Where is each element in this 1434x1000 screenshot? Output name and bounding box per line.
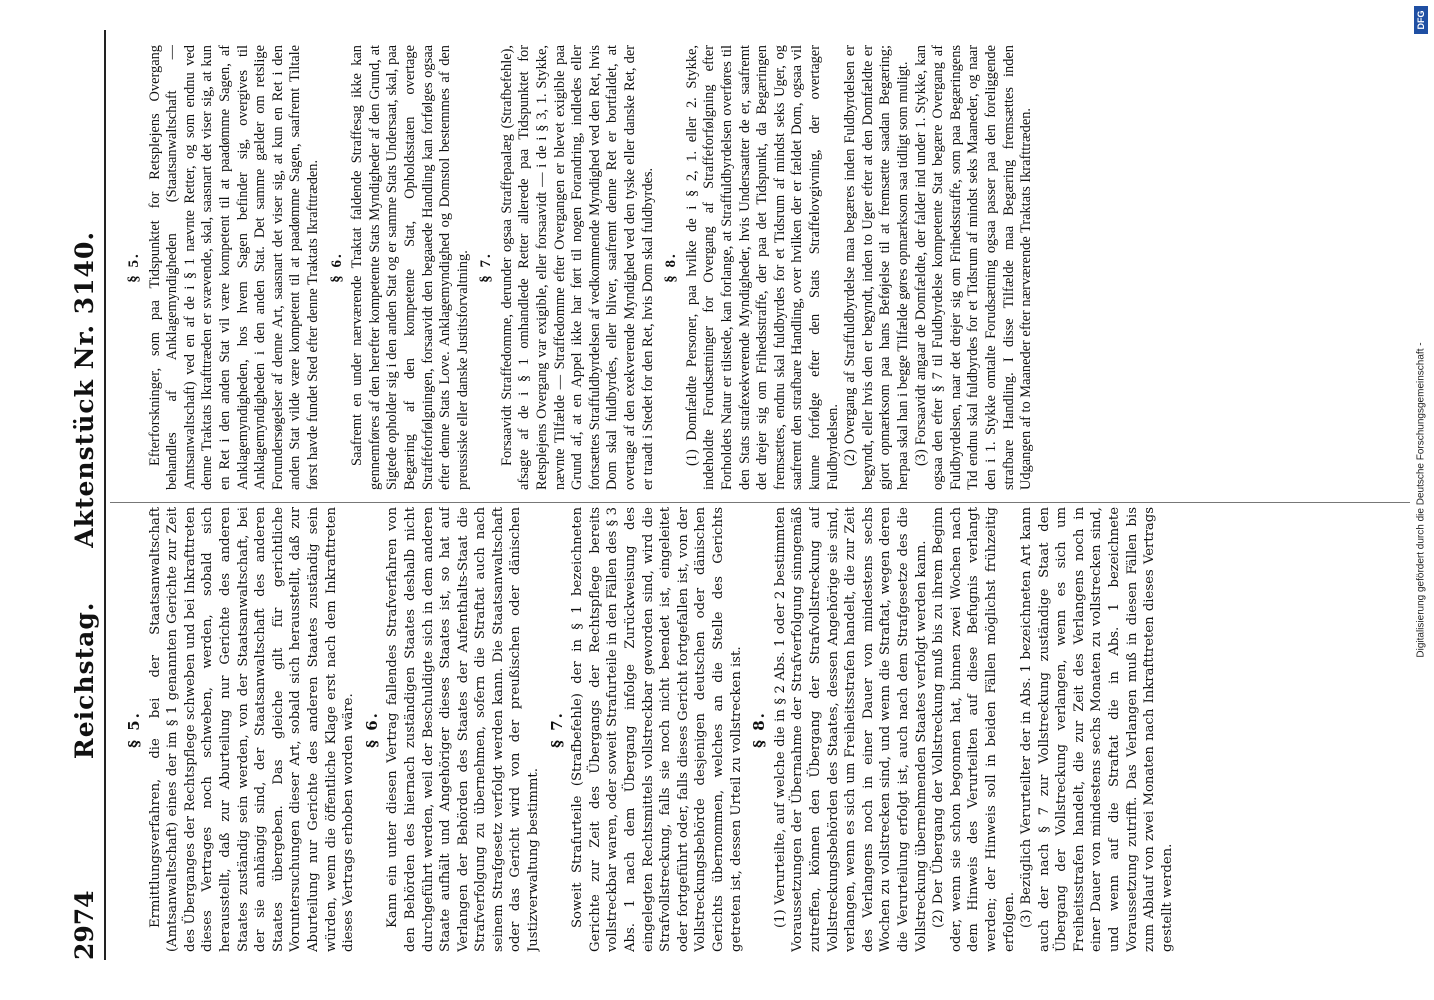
danish-paragraph: Saafremt en under nærværende Traktat faldende Straffesag ikke kan gennemføres af den herefter kompetente Stats Myndigheder af den Grund, at Sigtede opholder sig i den anden Stat og er samme Stats Undersaat, skal, paa Begæring af den kompetente Stat, Opholdsstaten overtage Straffeforfølgningen, forsaavidt den begaaede Handling kan forfølges ogsaa efter denne Stats Love. Anklagemyndighed og Domstol bestemmes af den preussiske eller danske Justitsforvaltning. <box>349 45 471 490</box>
danish-section-heading: § 5. <box>126 252 142 283</box>
running-title <box>70 30 99 960</box>
credit-text: Digitalisierung gefördert durch die Deutsche Forschungsgemeinschaft - <box>1415 342 1427 658</box>
column-divider <box>110 502 1410 503</box>
dfg-logo <box>1414 6 1428 34</box>
danish-paragraph: Forsaavidt Straffedomme, derunder ogsaa Straffepaalæg (Strafbefehle), afsagte af de i § 1 omhandlede Retter allerede paa Tidspunktet for Retsplejens Overgang var exigible, eller forsaavidt — i de i § 3, 1. Stykke, nævnte Tilfælde — Straffedomme efter Overgangen er blevet exigible paa Grund af, at en Appel ikke har ført til nogen Forandring, indledes eller fortsættes Straffuldbyrdelsen af vedkommende Myndighed ved den Ret, hvis Dom skal fuldbyrdes, eller bliver, saafremt denne Ret er bortfaldet, at overtage af den exekverende Myndighed ved den tyske eller danske Ret, der er traadt i Stedet for den Ret, hvis Dom skal fuldbyrdes. <box>498 45 656 490</box>
page-number: 2974 <box>70 890 99 960</box>
danish-section-heading: § 6. <box>328 252 345 283</box>
dfg-logo-text: DFG <box>1416 10 1426 30</box>
german-paragraph: (2) Der Übergang der Vollstreckung muß bis zu ihrem Beginn oder, wenn sie schon begonnen hat, binnen zwei Wochen nach dem Hinweis des Verurteilten auf diese Befugnis verlangt werden; der Hinweis soll in beiden Fällen möglichst frühzeitig erfolgen. <box>931 507 1017 952</box>
german-column <box>120 507 1420 952</box>
danish-paragraph: (1) Domfældte Personer, paa hvilke de i § 2, 1. eller 2. Stykke, indeholdte Forudsætninger for Overgang af Straffeforfølgning efter Forholdets Natur er tilstede, kan forlange, at Straffuldbyrdelsen overføres til den Stats strafexekverende Myndigheder, hvis Undersaatter de er, saafremt det drejer sig om Frihedsstraffe, der paa det Tidspunkt, da Begæringen fremsættes, endnu skal fuldbyrdes for et Tidsrum af mindst seks Uger, og saafremt den strafbare Handling, over hvilken der er fældet Dom, ogsaa vil kunne forfølge efter den Stats Straffelovgivning, der overtager Fuldbyrdelsen. <box>683 45 841 490</box>
german-paragraph: (1) Verurteilte, auf welche die in § 2 Abs. 1 oder 2 bestimmten Voraussetzungen der Übernahme der Strafverfolgung sinngemäß zutreffen, können den Übergang der Strafvollstreckung auf Vollstreckungsbehörden des Staates, dessen Angehörige sie sind, verlangen, wenn es sich um Freiheitsstrafen handelt, die zur Zeit des Verlangens noch in einer Dauer von mindestens sechs Wochen zu vollstrecken sind, und wenn die Straftat, wegen deren die Verurteilung erfolgt ist, auch nach dem Strafgesetze des die Vollstreckung übernehmenden Staates verfolgt werden kann. <box>772 507 929 952</box>
danish-paragraph: (2) Overgang af Straffuldbyrdelse maa begæres inden Fuldbyrdelsen er begyndt, eller hvis den er begyndt, inden to Uger efter at den Domfældte er gjort opmærksom paa hans Beføjelse til at fremsætte saadan Begæring; herpaa skal han i begge Tilfælde gøres opmærksom saa tidligt som muligt. <box>842 45 911 490</box>
digitization-credit <box>1414 6 1428 994</box>
german-paragraph: Ermittlungsverfahren, die bei der Staatsanwaltschaft (Amtsanwaltschaft) eines der im § 1 genannten Gerichte zur Zeit des Überganges der Rechtspflege schweben und bei Inkrafttreten dieses Vertrages noch schweben, werden, sobald sich herausstellt, daß zur Aburteilung nur Gerichte des anderen Staates zuständig sein werden, von der Staatsanwaltschaft, bei der sie anhängig sind, der Staatsanwaltschaft des anderen Staates übergeben. Das gleiche gilt für gerichtliche Voruntersuchungen dieser Art, sobald sich herausstellt, daß zur Aburteilung nur Gerichte des anderen Staates zuständig sein würden, wenn die öffentliche Klage erst nach dem Inkrafttreten dieses Vertrags erhoben worden wäre. <box>147 507 357 952</box>
danish-paragraph: Efterforskninger, som paa Tidspunktet for Retsplejens Overgang behandles af Anklagemyndigheden (Staatsanwaltschaft — Amtsanwaltschaft) ved en af de i § 1 nævnte Retter, og som endnu ved denne Traktats Ikrafttræden er svævende, skal, saasnart det viser sig, at kun en Ret i den anden Stat vil være kompetent til at paadømme Sagen, af Anklagemyndigheden, hos hvem Sagen befinder sig, overgives til Anklagemyndigheden i den anden Stat. Det samme gælder om retslige Forundersøgelser af denne Art, saasnart det viser sig, at kun en Ret i den anden Stat vilde være kompetent til at paadømme Sagen, saafremt Tiltale først havde fundet Sted efter denne Traktats Ikrafttræden. <box>146 45 321 490</box>
title-aktenstueck: Aktenstück Nr. 3140. <box>70 230 99 548</box>
german-section-heading: § 5. <box>125 711 143 748</box>
german-paragraph: Kann ein unter diesen Vertrag fallendes Strafverfahren von den Behörden des hiernach zuständigen Staates deshalb nicht durchgeführt werden, weil der Beschuldigte sich in dem anderen Staate aufhält und Angehöriger dieses Staates ist, so hat auf Verlangen der Behörden des Staates der Aufenthalts-Staat die Strafverfolgung zu übernehmen, sofern die Straftat auch nach seinem Strafgesetz verfolgt werden kann. Die Staatsanwaltschaft oder das Gericht wird von der preußischen oder dänischen Justizverwaltung bestimmt. <box>385 507 542 952</box>
title-reichstag: Reichstag. <box>70 601 99 760</box>
german-section-heading: § 6. <box>362 711 381 748</box>
german-section-heading: § 7. <box>547 711 566 748</box>
german-section-heading: § 8. <box>750 711 769 748</box>
danish-column <box>120 45 1420 490</box>
danish-section-heading: § 7. <box>478 252 495 283</box>
german-paragraph: Soweit Strafurteile (Strafbefehle) der in § 1 bezeichneten Gerichte zur Zeit des Übergangs der Rechtspflege bereits vollstreckbar waren, oder soweit Strafurteile in den Fällen des § 3 Abs. 1 nach dem Übergang infolge Zurückweisung des eingelegten Rechtsmittels vollstreckbar geworden sind, wird die Strafvollstreckung, falls sie noch nicht beendet ist, eingeleitet oder fortgeführt oder, falls dieses Gericht fortgefallen ist, von der Vollstreckungsbehörde desjenigen deutschen oder dänischen Gerichts übernommen, welches an die Stelle des Gerichts getreten ist, dessen Urteil zu vollstrecken ist. <box>570 507 744 952</box>
danish-paragraph: (3) Forsaavidt angaar de Domfældte, der falder ind under 1. Stykke, kan ogsaa den efter § 7 til Fuldbyrdelse kompetente Stat begære Overgang af Fuldbyrdelsen, naar det drejer sig om Frihedsstraffe, som paa Begæringens Tid endnu skal fuldbyrdes for et Tidsrum af mindst seks Maaneder, og naar den i 1. Stykke omtalte Forudsætning ogsaa passer paa den foreliggende strafbare Handling. I disse Tilfælde maa Begæring fremsættes inden Udgangen af to Maaneder efter nærværende Traktats Ikrafttræden. <box>912 45 1035 490</box>
german-paragraph: (3) Bezüglich Verurteilter der in Abs. 1 bezeichneten Art kann auch der nach § 7 zur Vollstreckung zuständige Staat den Übergang der Vollstreckung verlangen, wenn es sich um Freiheitsstrafen handelt, die zur Zeit des Verlangens noch in einer Dauer von mindestens sechs Monaten zu vollstrecken sind, und wenn auf die Straftat die in Abs. 1 bezeichnete Voraussetzung zutrifft. Das Verlangen muß in diesen Fällen bis zum Ablauf von zwei Monaten nach Inkrafttreten dieses Vertrags gestellt werden. <box>1019 507 1175 952</box>
danish-section-heading: § 8. <box>663 252 680 283</box>
page-header <box>62 30 106 960</box>
